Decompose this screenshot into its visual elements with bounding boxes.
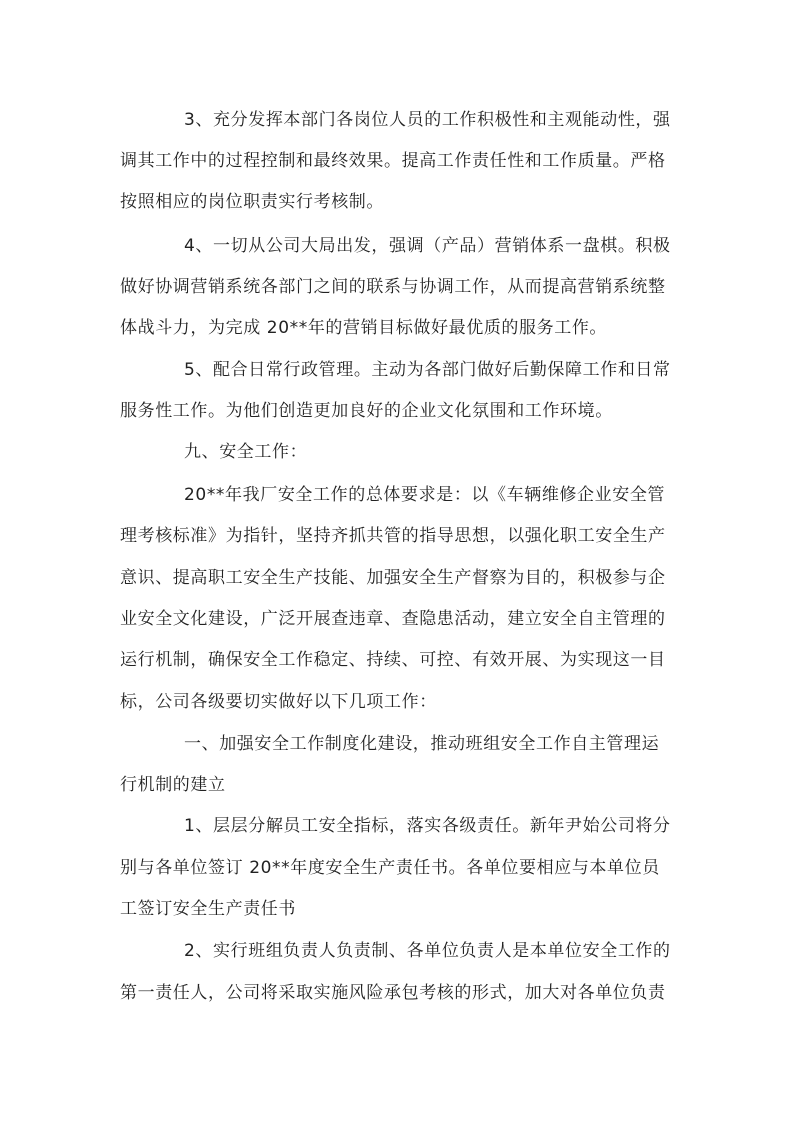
subsection-heading-continued: 行机制的建立	[120, 775, 226, 795]
text-line: 意识、提高职工安全生产技能、加强安全生产督察为目的，积极参与企	[120, 568, 666, 588]
section-heading: 九、安全工作：	[184, 442, 308, 462]
text-line: 4、一切从公司大局出发，强调（产品）营销体系一盘棋。积极	[184, 236, 671, 256]
text-line: 2、实行班组负责人负责制、各单位负责人是本单位安全工作的	[184, 941, 671, 961]
text-line: 按照相应的岗位职责实行考核制。	[120, 192, 384, 212]
text-line: 运行机制，确保安全工作稳定、持续、可控、有效开展、为实现这一目	[120, 650, 666, 670]
text-line: 理考核标准》为指针，坚持齐抓共管的指导思想，以强化职工安全生产	[120, 526, 666, 546]
text-line: 3、充分发挥本部门各岗位人员的工作积极性和主观能动性，强	[184, 110, 671, 130]
subsection-heading: 一、加强安全工作制度化建设，推动班组安全工作自主管理运	[184, 734, 660, 754]
text-line: 体战斗力，为完成 20**年的营销目标做好最优质的服务工作。	[120, 318, 608, 338]
text-line: 别与各单位签订 20**年度安全生产责任书。各单位要相应与本单位员	[120, 858, 660, 878]
text-line: 5、配合日常行政管理。主动为各部门做好后勤保障工作和日常	[184, 360, 671, 380]
text-line: 工签订安全生产责任书	[120, 899, 296, 919]
text-line: 1、层层分解员工安全指标，落实各级责任。新年尹始公司将分	[184, 816, 671, 836]
text-line: 做好协调营销系统各部门之间的联系与协调工作，从而提高营销系统整	[120, 277, 666, 297]
text-line: 标，公司各级要切实做好以下几项工作：	[120, 692, 437, 712]
text-line: 20**年我厂安全工作的总体要求是：以《车辆维修企业安全管	[184, 485, 666, 505]
text-line: 第一责任人，公司将采取实施风险承包考核的形式，加大对各单位负责	[120, 983, 666, 1003]
text-line: 业安全文化建设，广泛开展查违章、查隐患活动，建立安全自主管理的	[120, 609, 666, 629]
text-line: 调其工作中的过程控制和最终效果。提高工作责任性和工作质量。严格	[120, 151, 666, 171]
text-line: 服务性工作。为他们创造更加良好的企业文化氛围和工作环境。	[120, 401, 613, 421]
